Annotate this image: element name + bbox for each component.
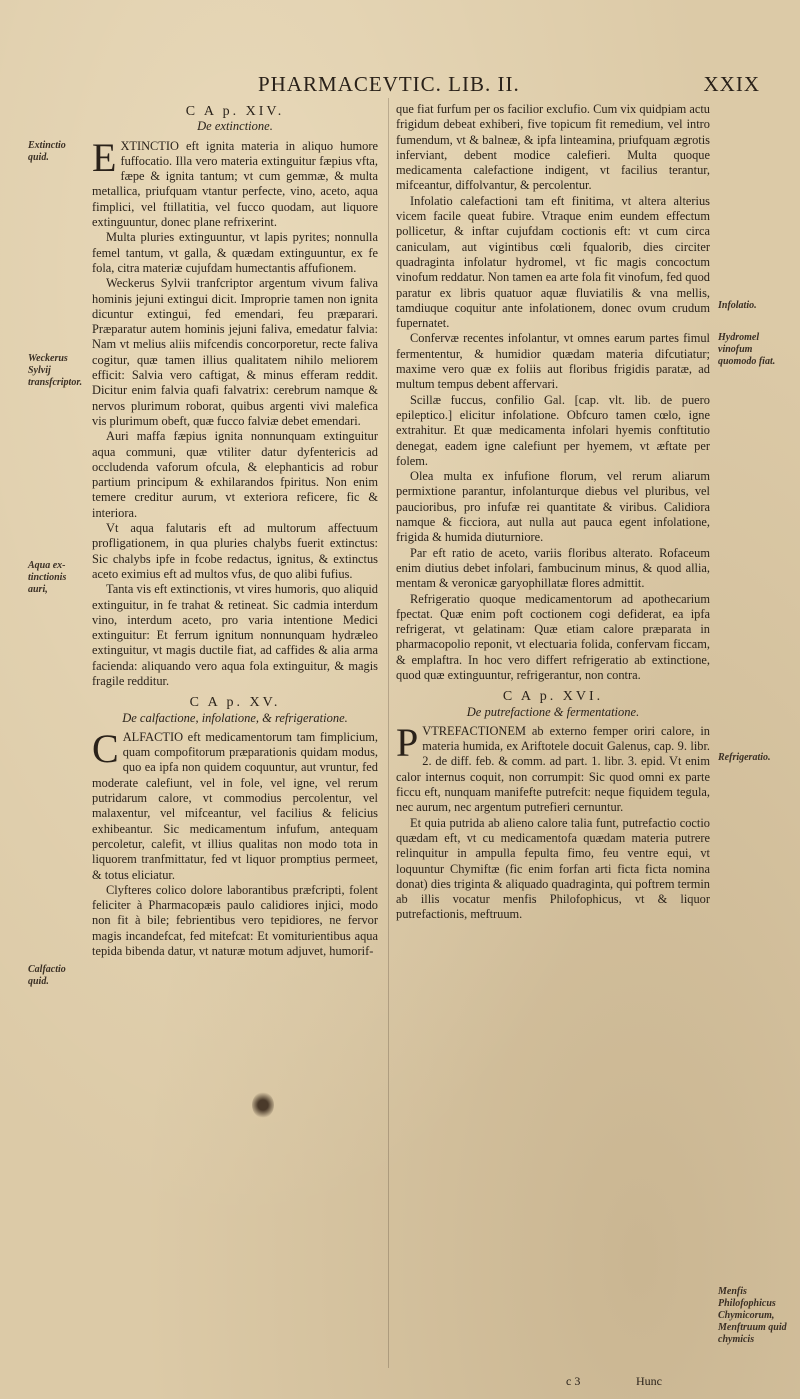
paragraph bbox=[92, 134, 378, 231]
drop-cap: C bbox=[92, 725, 119, 771]
margin-note-hydromel: Hydromel vinofum quomodo fiat. bbox=[718, 332, 776, 367]
margin-note-refrigeratio: Refrigeratio. bbox=[718, 752, 771, 763]
signature-mark: c 3 bbox=[566, 1374, 581, 1388]
chapter-heading-16: C A p. XVI. bbox=[502, 689, 604, 705]
paragraph: Auri maffa fæpius ignita nonnunquam extinguitur aqua communi, quæ vtiliter datur dyfentericis ad occludenda vaforum ofcula, & elephanticis ad robur partium principum & exhilarandos fpiritus. Non enim temere creditur aurum, vt exteriora reficere, fic & interiora. bbox=[92, 429, 378, 520]
margin-note-extinctio: Extinctio quid. bbox=[28, 140, 66, 163]
margin-note-calfactio: Calfactio quid. bbox=[28, 964, 66, 987]
chapter-heading-15: C A p. XV. bbox=[189, 695, 281, 711]
paragraph: Tanta vis eft extinctionis, vt vires humoris, quo aliquid extinguitur, in fe trahat & retineat. Sic cadmia interdum vino, interdum aceto, pro varia intentione Medici extinguitur: Et ferrum ignitum nonnunquam hydræleo extinguitur, vt magis ductile fiat, ad caffides & alia arma facienda: aliquando vero aqua fola extinguitur, & magis fragile redditur. bbox=[92, 582, 378, 688]
paragraph: Confervæ recentes infolantur, vt omnes earum partes fimul fermententur, & humidior quædam materia difcutiatur; maxime vero quæ ex foliis aut floribus frigidis paratæ, ad multum tempus debent affervari. bbox=[396, 331, 710, 392]
paragraph: Weckerus Sylvii tranfcriptor argentum vivum faliva hominis jejuni extingui dicit. Improprie tamen non ignita dicuntur extingui, fed emendari, feu præparari. Præparatur autem hominis jejuni faliva, emedatur falvia: Nam vt melius aliis mifcendis concorporetur, recte faliva cogitur, quæ tamen illius qualitatem nihilo meliorem efficit: Salvia vero caftigat, & minus efferam reddit. Dicitur enim falvia quafi falvatrix: cerebrum namque & nervos plurimum roborat, quibus argenti vivi malefica vis plurimum obeft, quæ fucco falviæ debet emendari. bbox=[92, 276, 378, 428]
folio-number: XXIX bbox=[703, 72, 760, 96]
paragraph: Clyfteres colico dolore laborantibus præfcripti, folent feliciter à Pharmacopæis paulo calidiores injici, modo non fit à bile; febrientibus vero tepidiores, ne fervor magis incandefcat, fed mitefcat: Et vomiturientibus aqua tepida bibenda datur, vt naturæ motum adjuvet, humorif- bbox=[92, 882, 378, 959]
running-header bbox=[258, 72, 778, 100]
margin-note-weckerus: Weckerus Sylvij transfcriptor. bbox=[28, 353, 83, 388]
paragraph: que fiat furfum per os facilior exclufio. Cum vix quidpiam actu frigidum debeat exhiberi, five topicum fit remedium, vel intro fumendum, vt & balneæ, & ipfa linteamina, priufquam ægrotis inferviant, debent modice calefieri. Multa quoque medicamenta calefactione indigent, vt facilius terantur, mifceantur, diffolvantur, & percolentur. bbox=[396, 102, 710, 193]
running-title: PHARMACEVTIC. LIB. II. bbox=[258, 72, 520, 96]
catchword: Hunc bbox=[636, 1374, 662, 1388]
drop-cap: E bbox=[92, 134, 117, 180]
chapter-heading-14: C A p. XIV. bbox=[185, 104, 285, 119]
paragraph-text: XTINCTIO eft ignita materia in aliquo humore fuffocatio. Illa vero materia extinguitur fæpius vfta, fæpe & ignita tantum; vt cum gemmæ, & multa metallica, priufquam vtantur perfecte, vino, aceto, aqua fimplici, vel ftillatitia, vel fucco quodam, aut liquore extinguuntur, donec plane refrixerint. bbox=[92, 138, 378, 230]
margin-note-aqua-extinctionis: Aqua ex-tinctionis auri, bbox=[28, 560, 67, 595]
paragraph: Refrigeratio quoque medicamentorum ad apothecarium fpectat. Quæ enim poft coctionem cogi defiderat, ea ipfa refrigerat, vt gelatinam: Quæ etiam calore præparata in pharmacopolio reponit, vt electuaria folida, confervam ficcam, & emplaftra. In hoc vero differt refrigeratio ab extinctione, quod quæ extinguuntur, refrigerantur, non contra. bbox=[396, 591, 710, 682]
ink-stain bbox=[252, 1092, 274, 1118]
paragraph-text: ALFACTIO eft medicamentorum tam fimplicium, quam compofitorum præparationis quidam modus, quo ea ipfa non quidem coquuntur, aut vruntur, fed moderate calefiunt, vel in fole, vel igne, vel rerum putridarum calore, vt commodius percolentur, vel malaxentur, vel mifceantur, vel facilius & felicius exhibeantur. Sic medicamentum infufum, antequam percoletur, calefit, vt illius qualitas non modo tota in liquorem tranfmittatur, fed vt liquor promptius permeet, & totus eliciatur. bbox=[92, 729, 378, 882]
paragraph-text: VTREFACTIONEM ab externo femper oriri calore, in materia humida, ex Ariftotele docuit Galenus, cap. 9. libr. 2. de diff. feb. & comm. ad part. 1. libr. 3. epid. Vt enim calor internus coquit, non corrumpit: Sic quod omni ex parte ficcu eft, nunquam manifefte putrefcit: neque fiquidem tegula, nec aurum, nec argentum putrefieri cernuntur. bbox=[396, 723, 710, 815]
paragraph: Infolatio calefactioni tam eft finitima, vt altera alterius vicem facile queat fubire. Vtraque enim eundem effectum pollicetur, & inftar cujufdam coctionis eft: vt cum circa caniculam, aut vigintibus cœli fqualorib, dies circiter quadraginta infolatur hydromel, vt fic magis concoctum vinofum reddatur. Non tamen ea arte fola fit vinofum, fed quod paratur ex libris quatuor aquæ fluviatilis & vna mellis, tamdiuque coquitur ante infolationem, donec ovum crudum fupernatet. bbox=[396, 193, 710, 331]
margin-note-mensis-philosophicus: Menfis Philofophicus Chymicorum, Menftruum quid chymicis bbox=[718, 1286, 787, 1345]
margin-note-insolatio: Infolatio. bbox=[718, 300, 757, 311]
chapter-title-15: De calfactione, infolatione, & refrigeratione. bbox=[122, 710, 348, 725]
paragraph: Multa pluries extinguuntur, vt lapis pyrites; nonnulla femel tantum, vt galla, & quædam extinguuntur, ex fe fola, citra materiæ cujufdam humectantis affufionem. bbox=[92, 230, 378, 275]
chapter-title-16: De putrefactione & fermentatione. bbox=[466, 704, 640, 719]
chapter-title-14: De extinctione. bbox=[197, 119, 273, 134]
left-column bbox=[92, 102, 378, 959]
paragraph bbox=[92, 725, 378, 883]
drop-cap: P bbox=[396, 719, 419, 765]
paragraph bbox=[396, 719, 710, 816]
column-divider bbox=[388, 98, 389, 1368]
paragraph: Vt aqua falutaris eft ad multorum affectuum profligationem, in qua pluries chalybs fuerit extinctus: Sic chalybs ipfe in fcobe redactus, ignitus, & extinctus aceto eximius eft ad multos vfus, de quo alibi fufius. bbox=[92, 521, 378, 581]
right-column bbox=[396, 102, 710, 923]
paragraph: Olea multa ex infufione florum, vel rerum aliarum permixtione parantur, infolanturque diebus vel pluribus, vel paucioribus, pro infufæ rei quantitate & viribus. Calidiora namque & ficciora, aut nulla aut pauca egent infolatione, frigida & humida diuturniore. bbox=[396, 469, 710, 545]
paragraph: Par eft ratio de aceto, variis floribus alterato. Rofaceum enim diutius debet infolari, fambucinum minus, & quod allia, mentam & veronicæ garyophillatæ flores admittit. bbox=[396, 545, 710, 591]
paragraph: Scillæ fuccus, confilio Gal. [cap. vlt. lib. de puero epileptico.] elicitur infolatione. Obfcuro tamen cœlo, igne extrahitur. Et quæ medicamenta infolari hyemis conftitutio denegat, eadem igne calefiunt per hyemem, vt æftate per folem. bbox=[396, 392, 710, 468]
paragraph: Et quia putrida ab alieno calore talia funt, putrefactio coctio quædam eft, vt cu medicamentofa quædam materia putrere relinquitur in ampulla fepulta fimo, feu ventre equi, vt loquuntur Chymiftæ (fic enim forfan arti ficta ficta nomina donat) dies triginta & aliquado quadraginta, qui poftrem termin ab illis vocatur menfis Philofophicus, vt & liquor putrefactionis, meftruum. bbox=[396, 815, 710, 922]
